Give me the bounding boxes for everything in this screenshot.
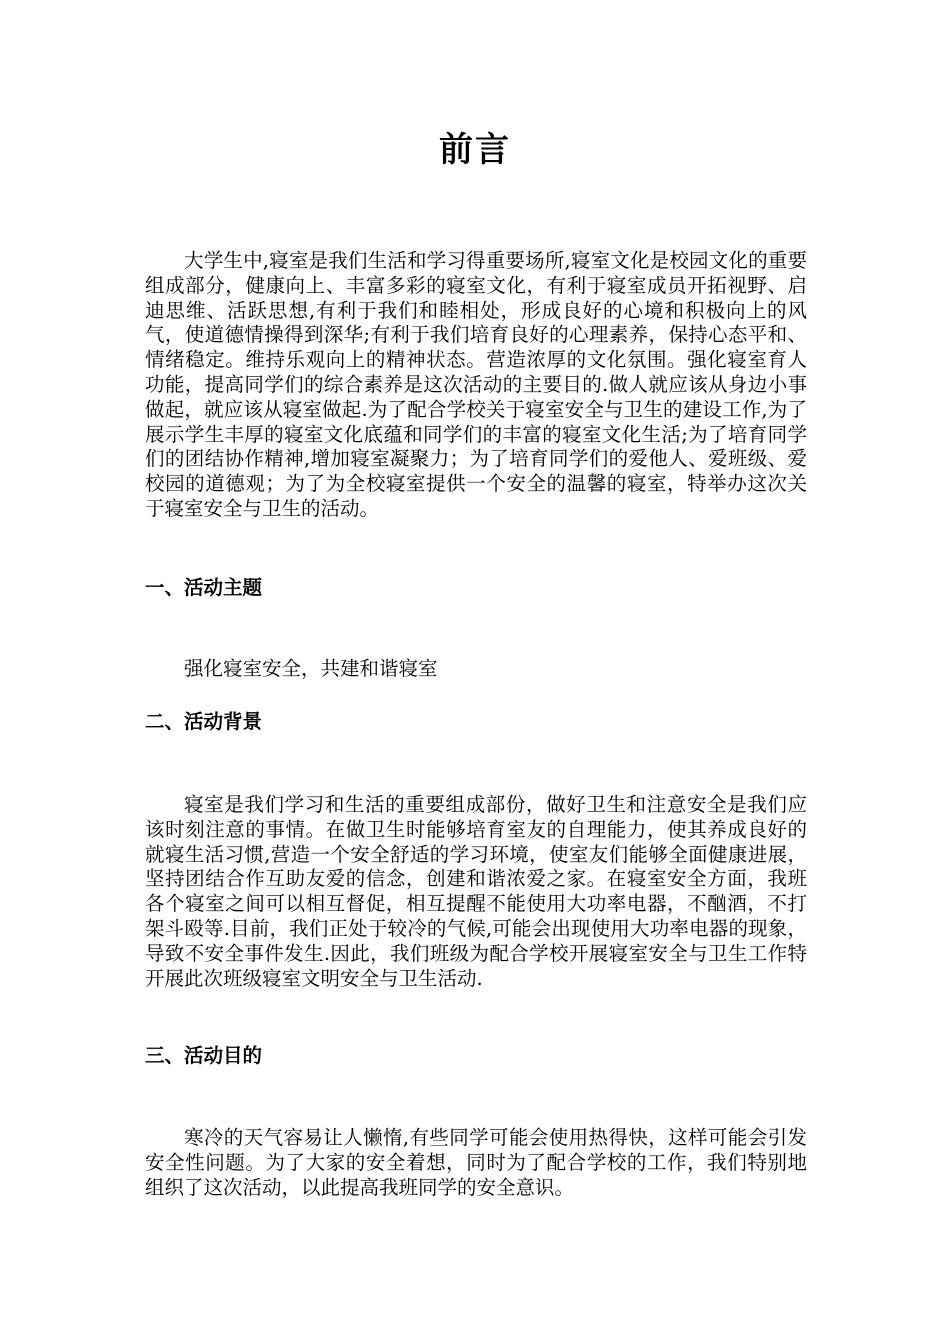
section-body-theme: 强化寝室安全，共建和谐寝室 (184, 657, 438, 680)
section-heading-background: 二、活动背景 (145, 710, 263, 733)
intro-paragraph: 大学生中,寝室是我们生活和学习得重要场所,寝室文化是校园文化的重要组成部分，健康向上、丰富多彩的寝室文化，有利于寝室成员开拓视野、启迪思维、活跃思想,有利于我们和睦相处，形成良好的心境和积极向上的风气，使道德情操得到深华;有利于我们培育良好的心理素养，保持心态平和、情绪稳定。维持乐观向上的精神状态。营造浓厚的文化氛围。强化寝室育人功能，提高同学们的综合素养是这次活动的主要目的.做人就应该从身边小事做起，就应该从寝室做起.为了配合学校关于寝室安全与卫生的建设工作,为了展示学生丰厚的寝室文化底蕴和同学们的丰富的寝室文化生活;为了培育同学们的团结协作精神,增加寝室凝聚力；为了培育同学们的爱他人、爱班级、爱校园的道德观；为了为全校寝室提供一个安全的温馨的寝室，特举办这次关于寝室安全与卫生的活动。 (145, 249, 807, 520)
section-heading-theme: 一、活动主题 (145, 576, 263, 599)
page-title: 前言 (439, 130, 511, 170)
section-body-purpose: 寒冷的天气容易让人懒惰,有些同学可能会使用热得快，这样可能会引发安全性问题。为了大家的安全着想，同时为了配合学校的工作，我们特别地组织了这次活动，以此提高我班同学的安全意识。 (145, 1126, 807, 1199)
section-body-background: 寝室是我们学习和生活的重要组成部份，做好卫生和注意安全是我们应该时刻注意的事情。在做卫生时能够培育室友的自理能力，使其养成良好的就寝生活习惯,营造一个安全舒适的学习环境，使室友们能够全面健康进展，坚持团结合作互助友爱的信念，创建和谐浓爱之家。在寝室安全方面，我班各个寝室之间可以相互督促，相互提醒不能使用大功率电器，不酗酒，不打架斗殴等.目前，我们正处于较冷的气候,可能会出现使用大功率电器的现象，导致不安全事件发生.因此，我们班级为配合学校开展寝室安全与卫生工作特开展此次班级寝室文明安全与卫生活动. (145, 793, 807, 990)
section-heading-purpose: 三、活动目的 (145, 1044, 263, 1067)
